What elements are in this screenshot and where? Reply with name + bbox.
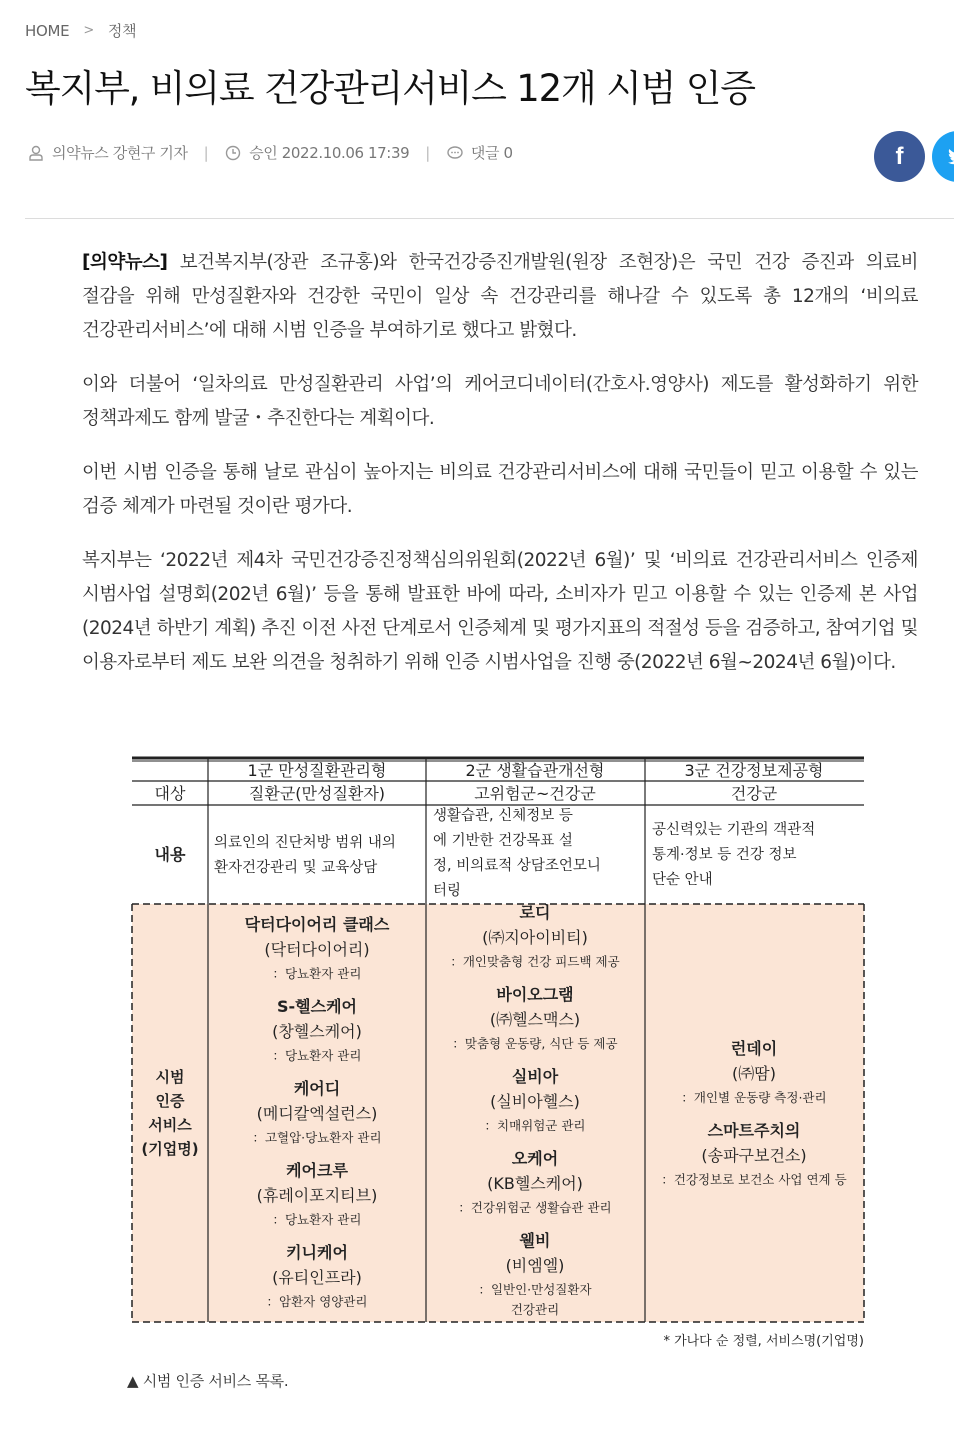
service-name: 바이오그램	[496, 985, 574, 1004]
row-label-content: 내용	[154, 845, 186, 864]
service-name: 케어디	[293, 1079, 341, 1098]
content-line: 공신력있는 기관의 객관적	[652, 822, 816, 838]
meta-divider: |	[203, 143, 209, 162]
paragraph-1: [의약뉴스] 보건복지부(장관 조규홍)와 한국건강증진개발원(원장 조현장)은 국민 건강 증진과 의료비 절감을 위해 만성질환자와 건강한 국민이 일상 속 건강관리를 해나갈 수 있도록 총 12개의 ‘비의료 건강관리서비스’에 대해 시범 인증을 부여하기로 했다고 밝혔다.	[82, 252, 918, 341]
comments-link[interactable]	[446, 142, 513, 163]
service-desc: ：맞춤형 운동량, 식단 등 제공	[452, 1036, 618, 1051]
paragraph-2: 이와 더불어 ‘일차의료 만성질환관리 사업’의 케어코디네이터(간호사.영양사) 제도를 활성화하기 위한 정책과제도 함께 발굴・추진한다는 계획이다.	[82, 374, 918, 429]
user-icon	[27, 144, 45, 162]
article-meta	[27, 142, 513, 163]
target-cell: 건강군	[730, 784, 778, 803]
column-header: 3군 건강정보제공형	[684, 761, 824, 780]
content-line: 환자건강관리 및 교육상담	[214, 860, 378, 876]
service-name: S-헬스케어	[277, 997, 357, 1016]
page-title: 복지부, 비의료 건강관리서비스 12개 시범 인증	[25, 67, 755, 110]
service-company: (㈜땀)	[732, 1064, 776, 1083]
target-cell: 질환군(만성질환자)	[248, 784, 386, 803]
approved-date-text: 승인 2022.10.06 17:39	[249, 144, 410, 162]
service-desc: 건강관리	[510, 1302, 560, 1317]
service-company: (유티인프라)	[272, 1268, 362, 1287]
comment-icon	[446, 144, 464, 162]
service-desc: ：일반인·만성질환자	[478, 1282, 592, 1297]
clock-icon	[224, 144, 242, 162]
row-label-service: 시범	[155, 1068, 185, 1086]
content-line: 정, 비의료적 상담조언모니	[433, 858, 601, 874]
content-line: 생활습관, 신체정보 등	[433, 808, 573, 824]
facebook-share-button[interactable]	[874, 131, 925, 182]
twitter-share-button[interactable]	[932, 131, 954, 182]
row-label-service: (기업명)	[141, 1140, 199, 1158]
service-name: 스마트주치의	[707, 1121, 801, 1140]
column-header: 1군 만성질환관리형	[247, 761, 387, 780]
approved-date	[224, 142, 409, 163]
service-company: (휴레이포지티브)	[256, 1186, 378, 1205]
row-label-service: 서비스	[148, 1116, 192, 1134]
service-company: (KB헬스케어)	[487, 1174, 583, 1193]
breadcrumb	[25, 20, 136, 41]
service-name: 오케어	[511, 1149, 559, 1168]
service-desc: ：당뇨환자 관리	[272, 1048, 362, 1063]
service-company: (닥터다이어리)	[264, 940, 370, 959]
content-line: 단순 안내	[652, 872, 713, 888]
service-desc: ：암환자 영양관리	[266, 1294, 368, 1309]
service-company: (㈜헬스맥스)	[489, 1010, 581, 1029]
figure-note: * 가나다 순 정렬, 서비스명(기업명)	[663, 1334, 864, 1349]
column-header: 2군 생활습관개선형	[465, 761, 605, 780]
service-company: (메디칼엑설런스)	[256, 1104, 378, 1123]
content-line: 에 기반한 건강목표 설	[433, 833, 573, 849]
service-desc: ：건강정보로 보건소 사업 연계 등	[661, 1172, 847, 1187]
author	[27, 142, 188, 163]
service-table-image	[128, 752, 870, 1352]
meta-divider: |	[425, 143, 430, 162]
paragraph-4: 복지부는 ‘2022년 제4차 국민건강증진정책심의위원회(2022년 6월)’ 및 ‘비의료 건강관리서비스 인증제 시범사업 설명회(202년 6월)’ 등을 통해 발표한 바에 따라, 소비자가 믿고 이용할 수 있는 인증제 본 사업(2024년 하반기 계획) 추진 이전 사전 단계로서 인증체계 및 평가지표의 적절성 등을 검증하고, 참여기업 및 이용자로부터 제도 보완 의견을 청취하기 위해 인증 시범사업을 진행 중(2022년 6월~2024년 6월)이다.	[82, 550, 918, 673]
twitter-icon	[947, 148, 954, 166]
service-desc: ：개인별 운동량 측정·관리	[681, 1090, 827, 1105]
service-name: 닥터다이어리 클래스	[244, 915, 390, 934]
service-company: (창헬스케어)	[272, 1022, 362, 1041]
facebook-icon: f	[895, 142, 904, 170]
service-desc: ：고혈압·당뇨환자 관리	[252, 1130, 382, 1145]
service-desc: ：당뇨환자 관리	[272, 1212, 362, 1227]
service-company: (송파구보건소)	[701, 1146, 807, 1165]
comments-count: 댓글 0	[470, 144, 513, 162]
content-line: 통계·정보 등 건강 정보	[652, 847, 797, 863]
content-line: 터링	[433, 883, 462, 899]
row-label-service: 인증	[155, 1092, 185, 1110]
service-desc: ：건강위험군 생활습관 관리	[458, 1200, 612, 1215]
breadcrumb-section[interactable]: 정책	[107, 22, 137, 40]
service-desc: ：당뇨환자 관리	[272, 966, 362, 981]
paragraph-3: 이번 시범 인증을 통해 날로 관심이 높아지는 비의료 건강관리서비스에 대해 국민들이 믿고 이용할 수 있는 검증 체계가 마련될 것이란 평가다.	[82, 462, 918, 517]
service-name: 웰비	[519, 1231, 551, 1250]
source-tag: [의약뉴스]	[82, 252, 168, 273]
breadcrumb-home[interactable]: HOME	[25, 21, 70, 40]
figure-caption: ▲ 시범 인증 서비스 목록.	[127, 1372, 289, 1390]
target-cell: 고위험군~건강군	[474, 784, 596, 803]
service-name: 실비아	[511, 1067, 559, 1086]
content-line: 의료인의 진단처방 범위 내의	[214, 835, 396, 851]
service-company: (실비아헬스)	[490, 1092, 580, 1111]
service-desc: ：치매위험군 관리	[484, 1118, 586, 1133]
service-name: 키니케어	[286, 1243, 348, 1262]
chevron-right-icon: >	[83, 23, 94, 38]
service-desc: ：개인맞춤형 건강 피드백 제공	[450, 954, 620, 969]
service-name: 케어크루	[286, 1161, 348, 1180]
row-label-target: 대상	[154, 784, 186, 803]
author-name: 의약뉴스 강현구 기자	[52, 144, 188, 162]
service-company: (비엠엘)	[505, 1256, 565, 1275]
service-name: 로디	[519, 903, 551, 922]
service-name: 런데이	[730, 1039, 778, 1058]
article-body	[82, 246, 918, 700]
service-company: (㈜지아이비티)	[482, 928, 588, 947]
header-divider	[25, 218, 954, 219]
